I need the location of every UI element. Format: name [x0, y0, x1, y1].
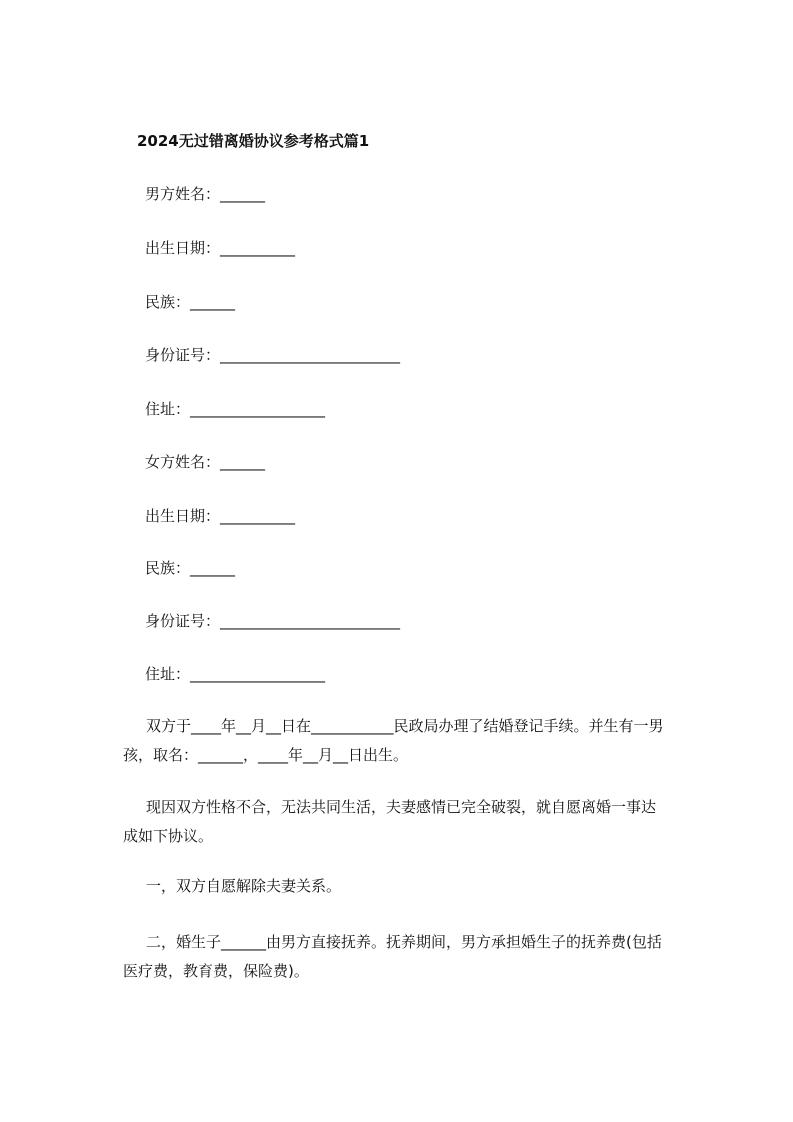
field-male-id-number: 身份证号：________________________ [145, 346, 401, 364]
field-female-ethnicity: 民族：______ [145, 559, 236, 577]
field-female-address: 住址：__________________ [145, 665, 326, 683]
paragraph-line: 成如下协议。 [123, 827, 214, 845]
paragraph-clause-one [123, 872, 703, 901]
field-female-id-number: 身份证号：________________________ [145, 612, 401, 630]
field-female-birthdate: 出生日期：__________ [145, 507, 296, 525]
field-female-name: 女方姓名：______ [145, 453, 266, 471]
field-male-ethnicity: 民族：______ [145, 293, 236, 311]
paragraph-clause-two [123, 928, 703, 986]
paragraph-line: 双方于____年__月__日在___________民政局办理了结婚登记手续。并生有一男 [146, 717, 664, 735]
field-male-address: 住址：__________________ [145, 400, 326, 418]
paragraph-line: 现因双方性格不合，无法共同生活，夫妻感情已完全破裂，就自愿离婚一事达 [146, 798, 657, 816]
paragraph-divorce-reason [123, 793, 703, 851]
field-male-name: 男方姓名：______ [145, 185, 266, 203]
paragraph-line: 孩，取名：______，____年__月__日出生。 [123, 746, 409, 764]
document-title: 2024无过错离婚协议参考格式篇1 [137, 132, 370, 150]
paragraph-marriage-registration [123, 712, 703, 770]
field-male-birthdate: 出生日期：__________ [145, 239, 296, 257]
paragraph-line: 医疗费，教育费，保险费)。 [123, 962, 309, 980]
paragraph-line: 一，双方自愿解除夫妻关系。 [146, 877, 342, 895]
paragraph-line: 二，婚生子______由男方直接抚养。抚养期间，男方承担婚生子的抚养费(包括 [146, 933, 662, 951]
